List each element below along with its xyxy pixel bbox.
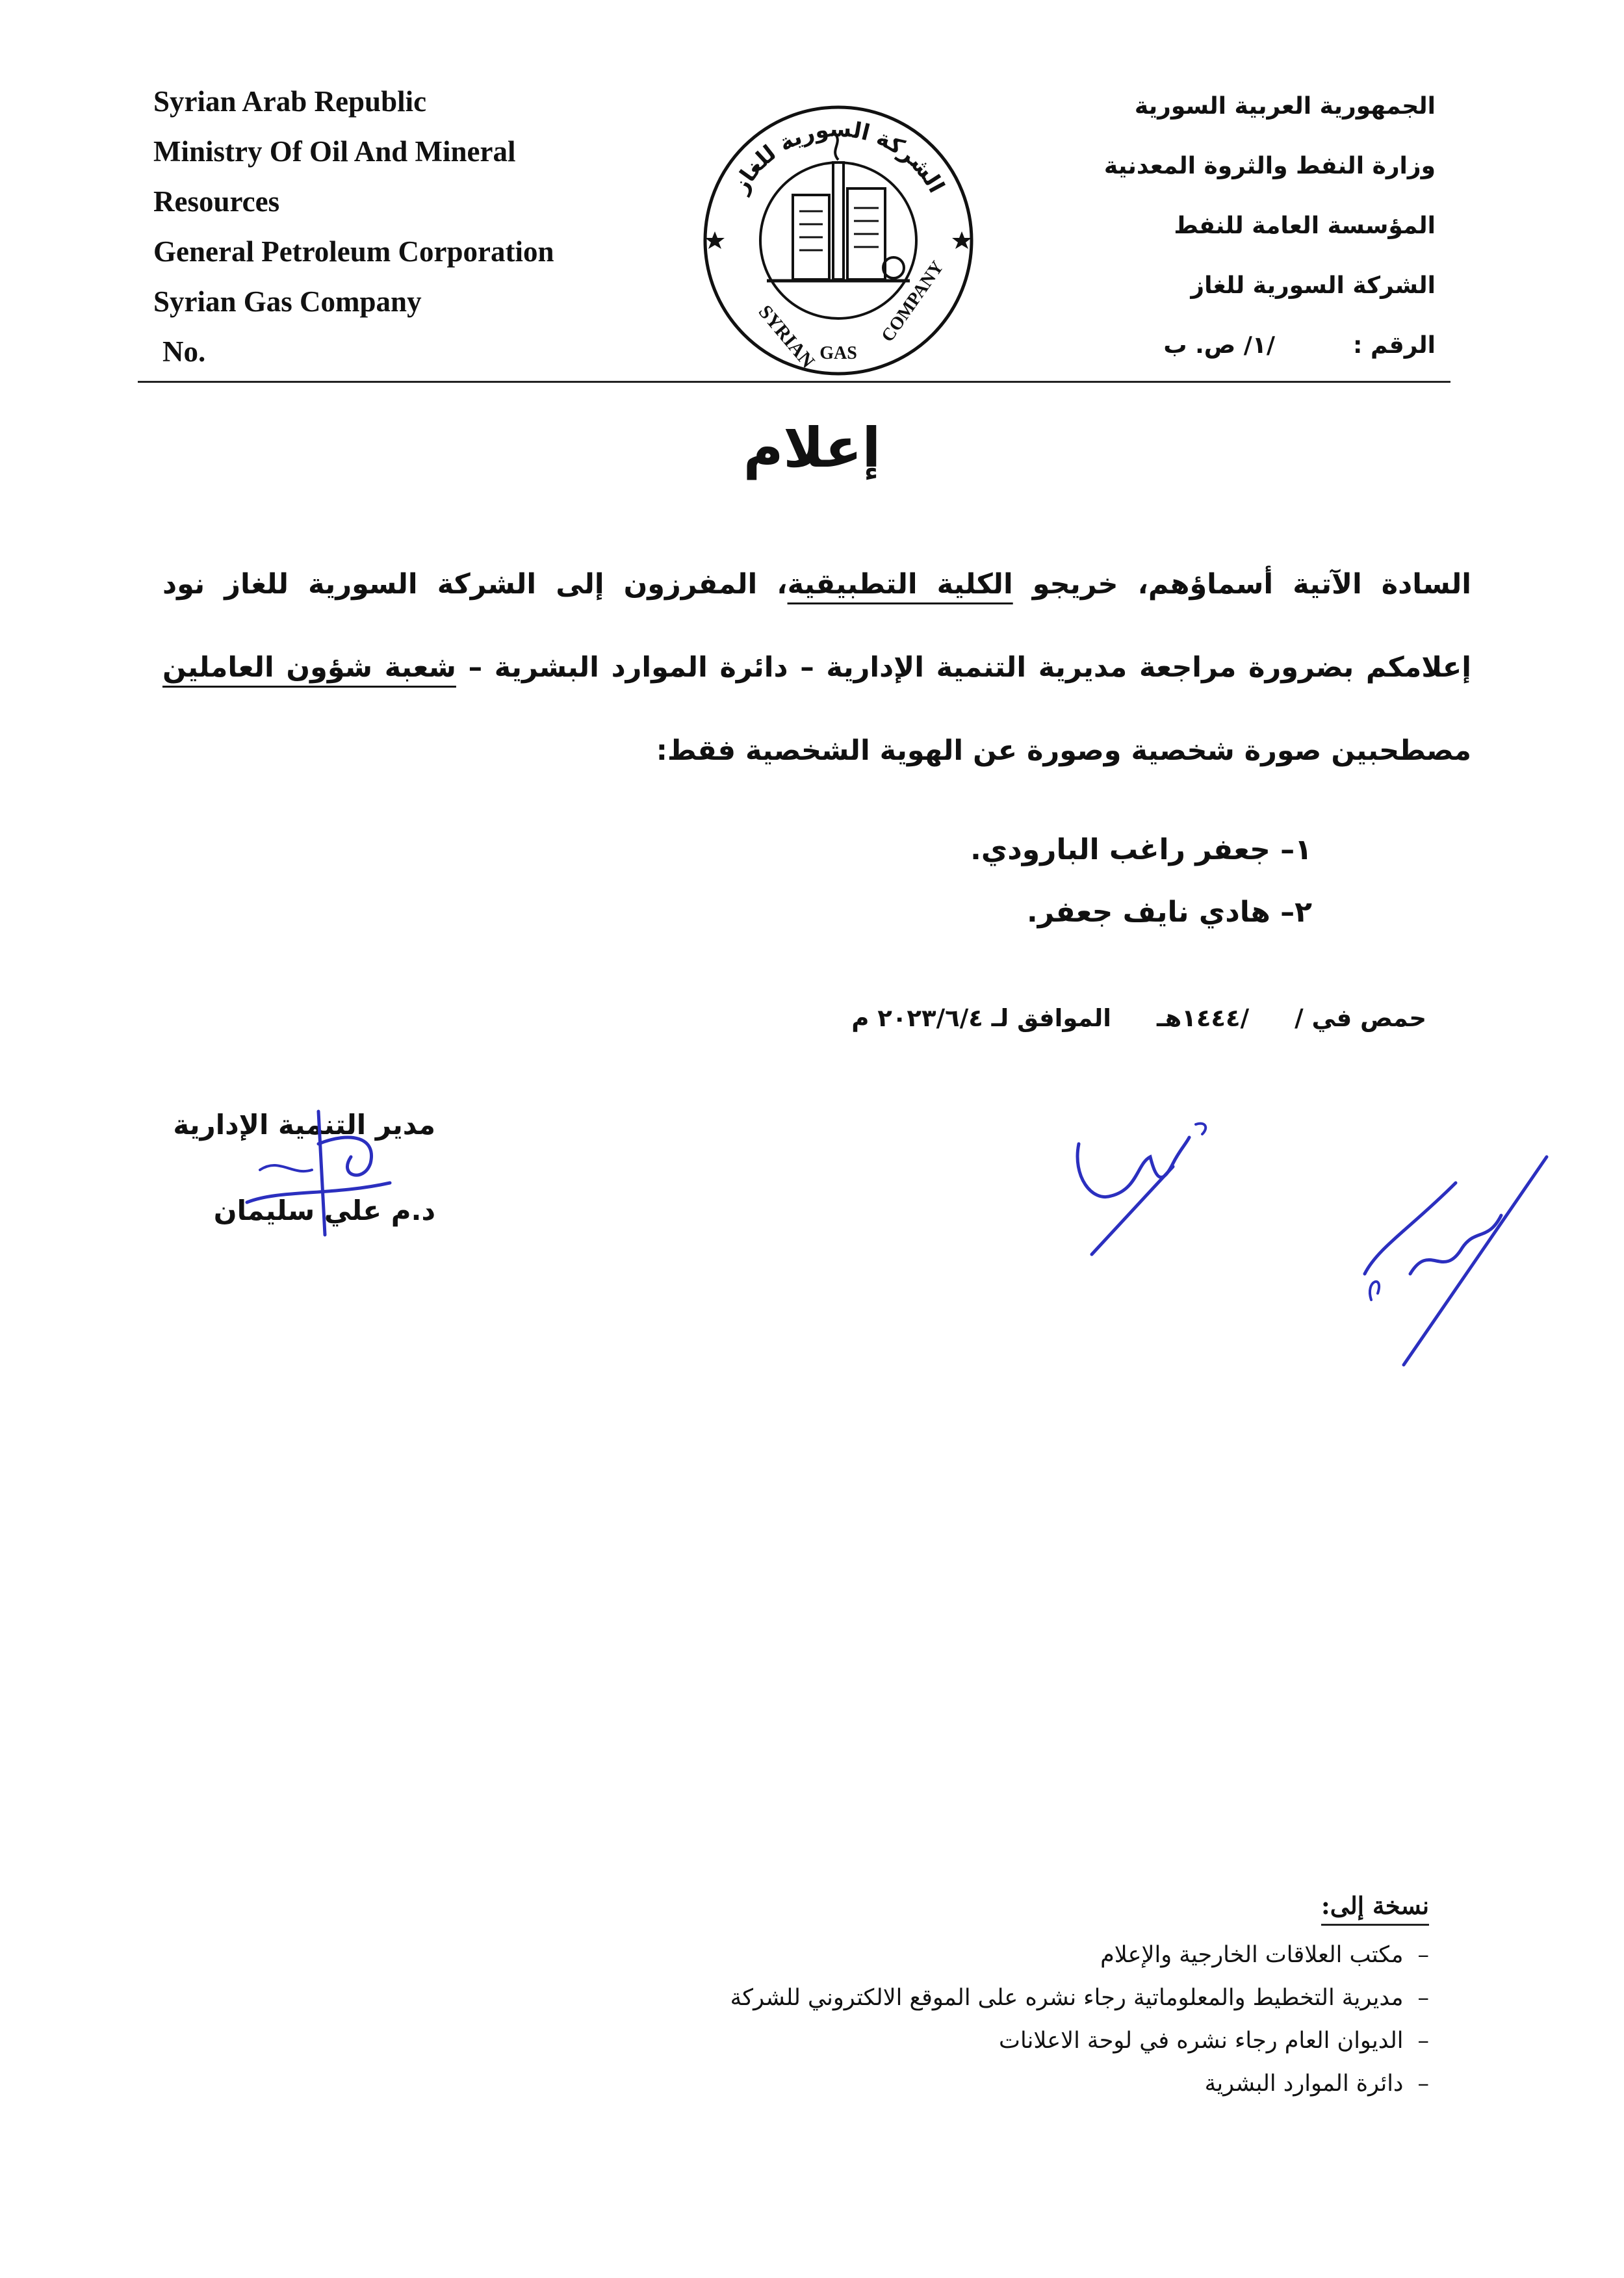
name-item: ٢– هادي نايف جعفر. [1026, 896, 1312, 929]
names-list [970, 819, 1312, 944]
number-label: No. [162, 335, 206, 368]
reference-number [929, 316, 1436, 376]
english-letterhead [153, 77, 660, 377]
copy-to-item [519, 2019, 1429, 2062]
date-line [851, 1004, 1426, 1032]
copy-to-dash: – [1417, 2071, 1429, 2097]
signature-1 [1066, 1105, 1235, 1261]
announcement-body [162, 543, 1471, 792]
arabic-letterhead-line: وزارة النفط والثروة المعدنية [1103, 153, 1436, 179]
reference-value: /١/ ص. ب [1163, 332, 1276, 359]
copy-to-section [519, 1891, 1429, 2105]
logo-word-company: COMPANY [877, 257, 948, 346]
manager-signature [221, 1092, 429, 1248]
copy-to-item-text: مديرية التخطيط والمعلوماتية رجاء نشره على الموقع الالكتروني للشركة [730, 1985, 1404, 2011]
english-letterhead-line: Syrian Arab Republic [153, 85, 427, 118]
manager-title: مدير التنمية الإدارية [173, 1109, 435, 1141]
arabic-letterhead-line: المؤسسة العامة للنفط [1174, 213, 1436, 239]
copy-to-title: نسخة إلى: [1321, 1891, 1429, 1926]
logo-star-right [952, 231, 972, 249]
copy-to-dash: – [1417, 1985, 1429, 2011]
header-divider [138, 381, 1450, 383]
english-letterhead-line: Ministry Of Oil And Mineral [153, 135, 516, 168]
logo-word-gas: GAS [819, 343, 857, 363]
reference-label: الرقم : [1353, 332, 1436, 359]
logo-word-syrian: SYRIAN [754, 301, 819, 372]
copy-to-dash: – [1417, 2028, 1429, 2054]
body-text-segment: مصطحبين صورة شخصية وصورة عن الهوية الشخصية فقط: [656, 734, 1471, 767]
logo-star-left [705, 231, 725, 249]
body-underlined-college: الكلية التطبيقية [787, 568, 1013, 601]
svg-text:الشركة السورية للغاز [727, 116, 949, 199]
copy-to-dash: – [1417, 1942, 1429, 1968]
name-item: ١– جعفر راغب البارودي. [970, 833, 1312, 866]
body-text-segment: السادة الآتية أسماؤهم، خريجو [1012, 568, 1471, 601]
arabic-letterhead-line: الشركة السورية للغاز [1191, 272, 1436, 299]
body-underlined-section: شعبة شؤون العاملين [162, 651, 456, 684]
logo-arabic-arc: الشركة السورية للغاز [727, 116, 949, 198]
arabic-letterhead-line: الجمهورية العربية السورية [1134, 93, 1436, 120]
body-text-segment: ، المفرزون إلى الشركة السورية للغاز نود إعلامكم بضرورة مراجعة مديرية التنمية الإدارية – دائرة الموارد البشرية – [162, 568, 1471, 684]
copy-to-item [519, 2062, 1429, 2105]
date-place: حمص في / [1295, 1004, 1426, 1032]
english-letterhead-line: Resources [153, 185, 280, 218]
signature-2 [1352, 1144, 1560, 1378]
arabic-letterhead [929, 77, 1436, 376]
copy-to-item-text: مكتب العلاقات الخارجية والإعلام [1100, 1942, 1404, 1968]
date-gregorian: الموافق لـ ٢٠٢٣/٦/٤ م [851, 1004, 1111, 1032]
date-hijri: /١٤٤٤هـ [1156, 1004, 1250, 1032]
manager-name: د.م علي سليمان [213, 1195, 435, 1226]
copy-to-item-text: الديوان العام رجاء نشره في لوحة الاعلانات [999, 2028, 1404, 2054]
english-letterhead-line: Syrian Gas Company [153, 285, 422, 318]
english-letterhead-line: General Petroleum Corporation [153, 235, 554, 268]
copy-to-item-text: دائرة الموارد البشرية [1204, 2071, 1404, 2097]
copy-to-list [519, 1934, 1429, 2105]
announcement-title: إعلام [743, 416, 881, 480]
copy-to-item [519, 1976, 1429, 2019]
copy-to-item [519, 1934, 1429, 1976]
syrian-gas-company-logo [695, 97, 981, 383]
